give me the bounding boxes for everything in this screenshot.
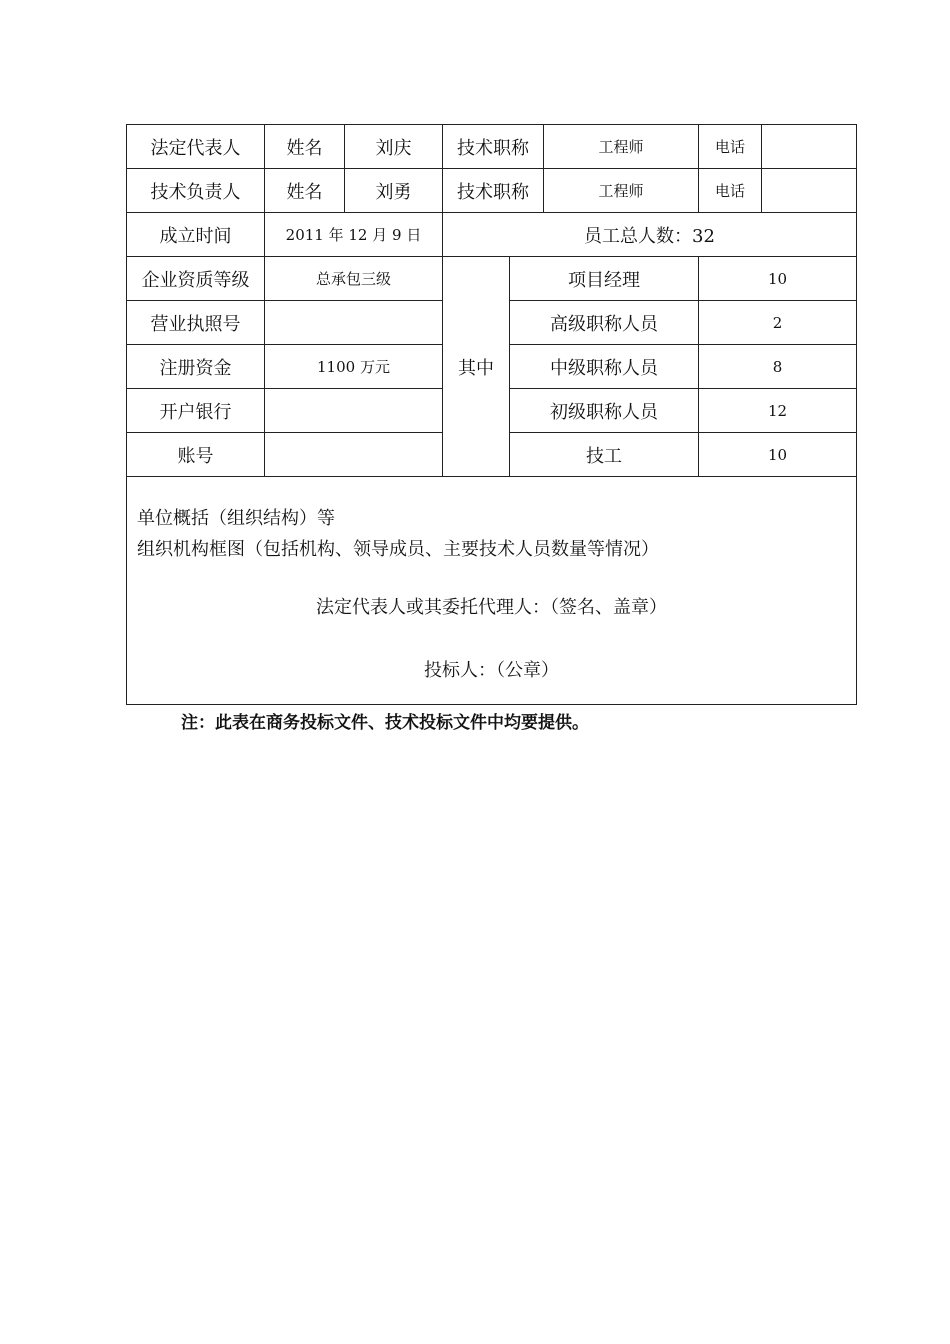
legal-rep-row (127, 125, 857, 169)
footnote: 注：此表在商务投标文件、技术投标文件中均要提供。 (181, 713, 589, 733)
tech-lead-name: 刘勇 (345, 169, 443, 213)
license-label: 营业执照号 (127, 301, 265, 345)
founded-label: 成立时间 (127, 213, 265, 257)
breakdown-label: 其中 (443, 257, 510, 477)
company-info-table (126, 124, 857, 705)
qualification-value: 总承包三级 (265, 257, 443, 301)
breakdown-item-label: 项目经理 (510, 257, 699, 301)
tech-lead-title: 工程师 (544, 169, 699, 213)
legal-rep-name: 刘庆 (345, 125, 443, 169)
summary-cell (127, 477, 857, 705)
capital-label: 注册资金 (127, 345, 265, 389)
legal-rep-title: 工程师 (544, 125, 699, 169)
breakdown-item-value: 2 (699, 301, 857, 345)
founded-row (127, 213, 857, 257)
summary-row (127, 477, 857, 705)
tech-lead-row (127, 169, 857, 213)
org-chart-note: 组织机构框图（包括机构、领导成员、主要技术人员数量等情况） (137, 539, 659, 560)
legal-rep-phone (762, 125, 857, 169)
bank-label: 开户银行 (127, 389, 265, 433)
breakdown-item-label: 中级职称人员 (510, 345, 699, 389)
breakdown-item-label: 技工 (510, 433, 699, 477)
qualification-row (127, 257, 857, 301)
summary-heading: 单位概括（组织结构）等 (137, 508, 335, 529)
account-value (265, 433, 443, 477)
legal-rep-phone-label: 电话 (699, 125, 762, 169)
breakdown-item-value: 12 (699, 389, 857, 433)
bank-value (265, 389, 443, 433)
breakdown-item-value: 8 (699, 345, 857, 389)
tech-lead-phone (762, 169, 857, 213)
founded-date: 2011 年 12 月 9 日 (265, 213, 443, 257)
legal-rep-title-label: 技术职称 (443, 125, 544, 169)
legal-rep-label: 法定代表人 (127, 125, 265, 169)
staff-total-value: 32 (692, 225, 715, 247)
breakdown-item-label: 初级职称人员 (510, 389, 699, 433)
breakdown-item-value: 10 (699, 257, 857, 301)
tech-lead-label: 技术负责人 (127, 169, 265, 213)
capital-value: 1100 万元 (265, 345, 443, 389)
staff-total-cell (443, 213, 857, 257)
tech-lead-phone-label: 电话 (699, 169, 762, 213)
tech-lead-name-label: 姓名 (265, 169, 345, 213)
legal-rep-name-label: 姓名 (265, 125, 345, 169)
staff-total-label: 员工总人数： (584, 225, 693, 247)
bidder-seal-line: 投标人：（公章） (424, 660, 559, 681)
signature-line: 法定代表人或其委托代理人：（签名、盖章） (316, 597, 667, 618)
breakdown-item-label: 高级职称人员 (510, 301, 699, 345)
tech-lead-title-label: 技术职称 (443, 169, 544, 213)
account-label: 账号 (127, 433, 265, 477)
license-value (265, 301, 443, 345)
breakdown-item-value: 10 (699, 433, 857, 477)
qualification-label: 企业资质等级 (127, 257, 265, 301)
